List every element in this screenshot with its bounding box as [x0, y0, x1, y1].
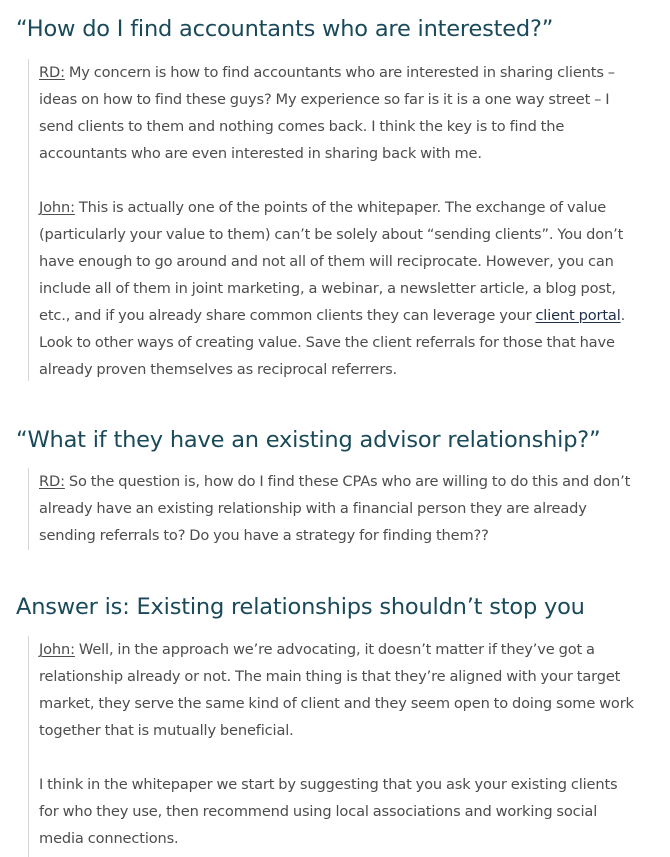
- quote-block-find-accountants: [28, 59, 640, 381]
- section-heading-answer: Answer is: Existing relationships shouldn’t stop you: [16, 594, 585, 620]
- quote-paragraph-john: [39, 636, 640, 744]
- quote-text: My concern is how to find accountants who are interested in sharing clients – ideas on how to find these guys? My experience so far is it is a one way street – I send clients to them and nothing comes back. I think the key is to find the accountants who are even interested in sharing back with me.: [39, 64, 615, 162]
- quote-block-existing-advisor: [28, 468, 640, 550]
- quote-block-answer: [28, 636, 640, 857]
- speaker-label-rd: RD:: [39, 64, 65, 81]
- client-portal-link[interactable]: client portal: [535, 307, 621, 324]
- quote-text: Well, in the approach we’re advocating, it doesn’t matter if they’ve got a relationship already or not. The main thing is that they’re aligned with your target market, they serve the same kind of client and they seem open to doing some work together that is mutually beneficial.: [39, 641, 634, 739]
- speaker-label-john: John:: [39, 199, 75, 216]
- quote-paragraph-followup: [39, 771, 640, 852]
- quote-paragraph-rd: [39, 468, 640, 549]
- quote-text: . Look to other ways of creating value. Save the client referrals for those that have already proven themselves as reciprocal referrers.: [39, 307, 626, 378]
- quote-paragraph-rd: [39, 59, 640, 167]
- quote-text: This is actually one of the points of the whitepaper. The exchange of value (particularly your value to them) can’t be solely about “sending clients”. You don’t have enough to go around and not all of them will reciprocate. However, you can include all of them in joint marketing, a webinar, a newsletter article, a blog post, etc., and if you already share common clients they can leverage your: [39, 199, 624, 324]
- section-heading-find-accountants: “How do I find accountants who are interested?”: [16, 16, 554, 42]
- section-heading-existing-advisor: “What if they have an existing advisor relationship?”: [16, 427, 601, 453]
- quote-text: I think in the whitepaper we start by suggesting that you ask your existing clients for who they use, then recommend using local associations and working social media connections.: [39, 776, 618, 847]
- speaker-label-rd: RD:: [39, 473, 65, 490]
- quote-paragraph-john: [39, 194, 640, 383]
- speaker-label-john: John:: [39, 641, 75, 658]
- quote-text: So the question is, how do I find these CPAs who are willing to do this and don’t already have an existing relationship with a financial person they are already sending referrals to? Do you have a strategy for finding them??: [39, 473, 631, 544]
